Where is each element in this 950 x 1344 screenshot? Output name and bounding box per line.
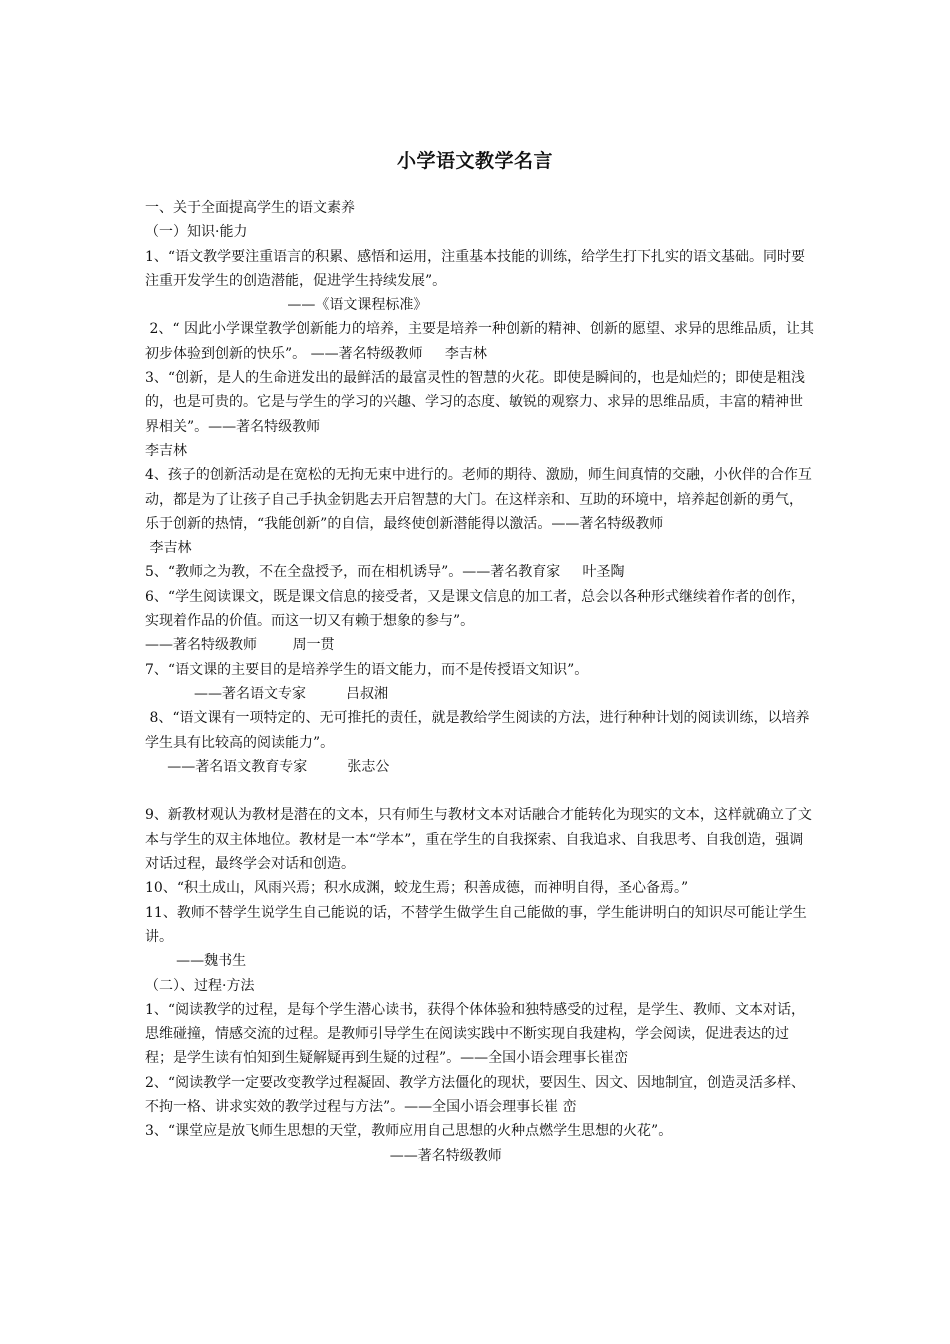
quote-paragraph: 8、“语文课有一项特定的、无可推托的责任，就是教给学生阅读的方法，进行种种计划的阅读训练，以培养学生具有比较高的阅读能力”。 [145,710,810,751]
subsection-heading: （一）知识·能力 [145,224,248,241]
quote-paragraph: 4、孩子的创新活动是在宽松的无拘无束中进行的。老师的期待、激励，师生间真情的交融，小伙伴的合作互动，都是为了让孩子自己手执金钥匙去开启智慧的大门。在这样亲和、互助的环境中，培养起创新的勇气，乐于创新的热情，“我能创新”的自信，最终使创新潜能得以激活。——著名特级教师 [145,467,812,532]
quote-paragraph: 3、“课堂应是放飞师生思想的天堂，教师应用自己思想的火种点燃学生思想的火花”。 [145,1123,673,1140]
quote-attribution: ——著名语文教育专家 张志公 [145,758,390,775]
quote-attribution: ——著名语文专家 吕叔湘 [145,685,389,702]
section-heading: 一、关于全面提高学生的语文素养 [145,200,355,216]
quote-paragraph: 7、“语文课的主要目的是培养学生的语文能力，而不是传授语文知识”。 [145,661,589,678]
quote-paragraph: 9、新教材观认为教材是潜在的文本，只有师生与教材文本对话融合才能转化为现实的文本，这样就确立了文本与学生的双主体地位。教材是一本“学本”，重在学生的自我探索、自我追求、自我思考、自我创造，强调对话过程，最终学会对话和创造。 [145,807,812,873]
quote-paragraph: 3、“创新，是人的生命迸发出的最鲜活的最富灵性的智慧的火花。即使是瞬间的，也是灿烂的；即使是粗浅的，也是可贵的。它是与学生的学习的兴趣、学习的态度、敏锐的观察力、求异的思维品质，丰富的精神世界相关”。——著名特级教师 [145,370,806,435]
quote-paragraph: 5、“教师之为教，不在全盘授予，而在相机诱导”。——著名教育家 叶圣陶 [145,564,625,581]
page-title: 小学语文教学名言 [396,150,553,172]
quote-attribution: ——《语文课程标准》 [145,297,428,314]
quote-paragraph: 2、“ 因此小学课堂教学创新能力的培养，主要是培养一种创新的精神、创新的愿望、求异的思维品质，让其初步体验到创新的快乐”。 ——著名特级教师 李吉林 [145,321,814,362]
quote-attribution: 李吉林 [145,442,187,459]
quote-paragraph: 2、“阅读教学一定要改变教学过程凝固、教学方法僵化的现状，要因生、因文、因地制宜，创造灵活多样、不拘一格、讲求实效的教学过程与方法”。——全国小语会理事长崔 峦 [145,1074,806,1115]
quote-paragraph: 10、“积土成山，风雨兴焉；积水成渊，蛟龙生焉；积善成德，而神明自得，圣心备焉。” [145,880,689,897]
quote-attribution: ——著名特级教师 [145,1147,502,1164]
quote-attribution: 李吉林 [145,540,192,557]
quote-attribution: ——著名特级教师 周一贯 [145,637,335,654]
quote-paragraph: 11、教师不替学生说学生自己能说的话，不替学生做学生自己能做的事，学生能讲明白的知识尽可能让学生讲。 [145,904,807,945]
quote-paragraph: 1、“阅读教学的过程，是每个学生潜心读书，获得个体体验和独特感受的过程，是学生、教师、文本对话，思维碰撞，情感交流的过程。是教师引导学生在阅读实践中不断实现自我建构，学会阅读，促进表达的过程；是学生读有怕知到生疑解疑再到生疑的过程”。——全国小语会理事长崔峦 [145,1001,806,1067]
blank-line [145,779,815,803]
subsection-heading: （二）、过程·方法 [145,977,255,994]
quote-paragraph: 6、“学生阅读课文，既是课文信息的接受者，又是课文信息的加工者，总会以各种形式继续着作者的创作，实现着作品的价值。而这一切又有赖于想象的参与”。 [145,588,806,630]
quote-attribution: ——魏书生 [145,953,247,970]
document-body [145,196,815,1168]
quote-paragraph: 1、“语文教学要注重语言的积累、感悟和运用，注重基本技能的训练，给学生打下扎实的语文基础。同时要注重开发学生的创造潜能，促进学生持续发展”。 [145,248,806,289]
